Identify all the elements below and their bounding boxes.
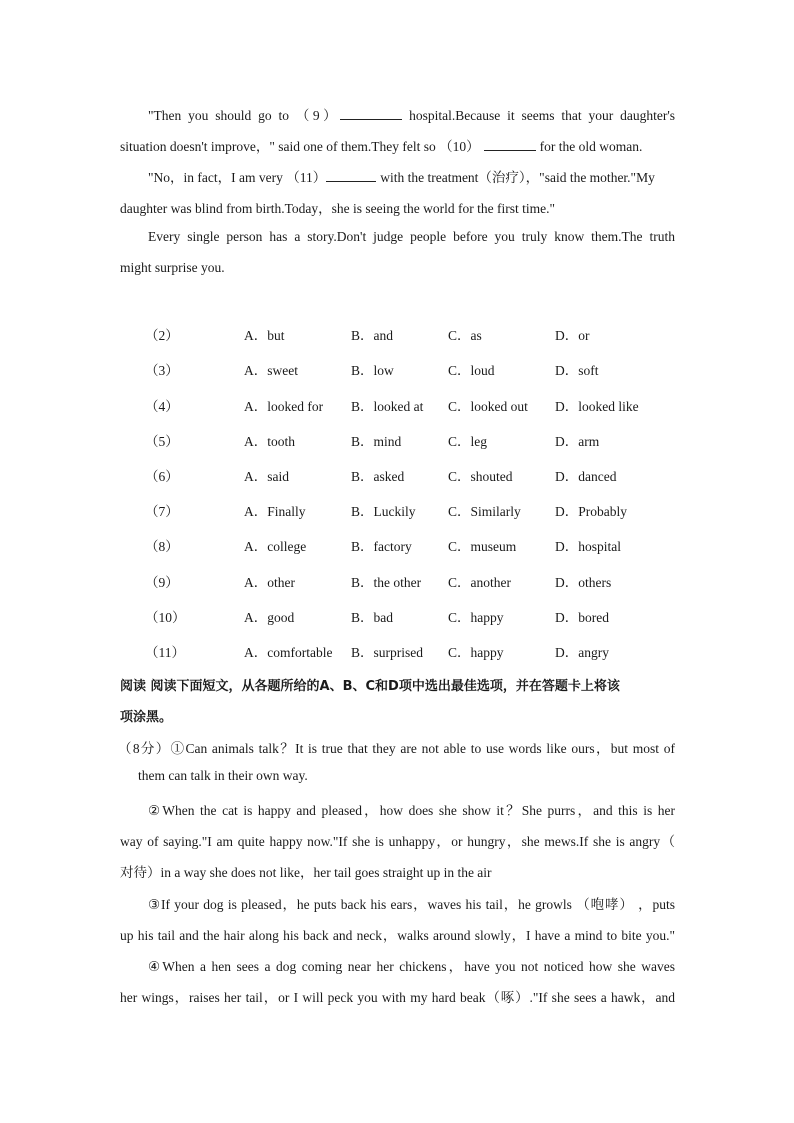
answer-blank-10 — [484, 138, 536, 151]
section-heading: 阅读 阅读下面短文，从各题所给的A、B、C和D项中选出最佳选项，并在答题卡上将该 — [120, 679, 620, 694]
option-row — [0, 641, 794, 661]
option-d: D．bored — [555, 610, 609, 625]
answer-blank-9 — [340, 107, 402, 120]
option-c: C．happy — [448, 645, 504, 660]
question-number: （10） — [145, 610, 186, 625]
passage-line: ②When the cat is happy and pleased，how does she show it？She purrs，and this is her — [148, 803, 675, 818]
passage-line: （8分）①Can animals talk？It is true that they are not able to use words like ours，but most of — [118, 741, 675, 756]
passage-line — [148, 229, 675, 245]
question-number: （2） — [145, 328, 179, 343]
question-number: （3） — [145, 363, 179, 378]
option-b: B．factory — [351, 539, 412, 554]
option-c: C．loud — [448, 363, 495, 378]
passage-line — [120, 135, 675, 155]
option-a: A．comfortable — [244, 645, 333, 660]
question-number: （8） — [145, 539, 179, 554]
option-row — [0, 359, 794, 379]
option-a: A．college — [244, 539, 307, 554]
passage-text: "Then you should go to （9） — [148, 108, 341, 123]
passage-line — [120, 197, 675, 217]
option-a: A．looked for — [244, 399, 324, 414]
question-number: （9） — [145, 575, 179, 590]
option-d: D．looked like — [555, 399, 639, 414]
option-b: B．and — [351, 328, 393, 343]
option-a: A．tooth — [244, 434, 296, 449]
option-c: C．museum — [448, 539, 517, 554]
option-b: B．surprised — [351, 645, 423, 660]
option-row — [0, 465, 794, 485]
option-b: B．the other — [351, 575, 422, 590]
section-heading: 项涂黑。 — [120, 710, 173, 725]
passage-text: daughter was blind from birth.Today，she is seeing the world for the first time." — [120, 201, 555, 216]
option-d: D．arm — [555, 434, 600, 449]
option-b: B．bad — [351, 610, 393, 625]
option-a: A．Finally — [244, 504, 306, 519]
passage-line: ④When a hen sees a dog coming near her chickens，have you not noticed how she waves — [148, 959, 675, 974]
passage-line: them can talk in their own way. — [138, 768, 308, 783]
option-c: C．leg — [448, 434, 487, 449]
option-a: A．but — [244, 328, 285, 343]
question-number: （11） — [145, 645, 185, 660]
option-b: B．mind — [351, 434, 402, 449]
option-c: C．happy — [448, 610, 504, 625]
option-b: B．low — [351, 363, 394, 378]
option-b: B．looked at — [351, 399, 424, 414]
option-c: C．another — [448, 575, 511, 590]
option-a: A．good — [244, 610, 295, 625]
question-number: （7） — [145, 504, 179, 519]
option-row — [0, 606, 794, 626]
passage-line: 对待）in a way she does not like，her tail goes straight up in the air — [120, 865, 492, 880]
option-a: A．other — [244, 575, 295, 590]
passage-text: might surprise you. — [120, 260, 225, 275]
option-d: D．Probably — [555, 504, 627, 519]
question-number: （4） — [145, 399, 179, 414]
option-d: D．or — [555, 328, 590, 343]
option-a: A．said — [244, 469, 289, 484]
question-number: （5） — [145, 434, 179, 449]
option-b: B．Luckily — [351, 504, 416, 519]
passage-text: for the old woman. — [539, 139, 643, 154]
passage-line: ③If your dog is pleased，he puts back his ears，waves his tail，he growls （咆哮） ，puts — [148, 897, 675, 912]
option-d: D．hospital — [555, 539, 621, 554]
option-row — [0, 430, 794, 450]
passage-text: "No，in fact，I am very （11） — [148, 170, 327, 185]
option-row — [0, 571, 794, 591]
passage-line — [120, 260, 675, 276]
option-row — [0, 535, 794, 555]
option-c: C．as — [448, 328, 482, 343]
option-d: D．others — [555, 575, 612, 590]
option-b: B．asked — [351, 469, 405, 484]
answer-blank-11 — [326, 169, 376, 182]
passage-line: her wings，raises her tail，or I will peck you with my hard beak（啄）."If she sees a hawk，and — [120, 990, 675, 1005]
option-c: C．looked out — [448, 399, 528, 414]
option-d: D．danced — [555, 469, 617, 484]
option-row — [0, 395, 794, 415]
option-d: D．soft — [555, 363, 599, 378]
option-c: C．Similarly — [448, 504, 521, 519]
option-row — [0, 500, 794, 520]
option-row — [0, 324, 794, 344]
option-c: C．shouted — [448, 469, 513, 484]
passage-text: hospital.Because it seems that your daughter's — [409, 108, 676, 123]
option-a: A．sweet — [244, 363, 298, 378]
option-d: D．angry — [555, 645, 609, 660]
passage-line — [148, 166, 675, 186]
passage-text: Every single person has a story.Don't judge people before you truly know them.The truth — [148, 229, 675, 244]
passage-line: up his tail and the hair along his back and neck，walks around slowly，I have a mind to bite you." — [120, 928, 675, 943]
passage-line — [148, 104, 675, 124]
question-number: （6） — [145, 469, 179, 484]
passage-text: situation doesn't improve，" said one of them.They felt so （10） — [120, 139, 480, 154]
passage-line: way of saying."I am quite happy now."If she is unhappy，or hungry，she mews.If she is angry（ — [120, 834, 675, 849]
passage-text: with the treatment（治疗），"said the mother."My — [380, 170, 655, 185]
